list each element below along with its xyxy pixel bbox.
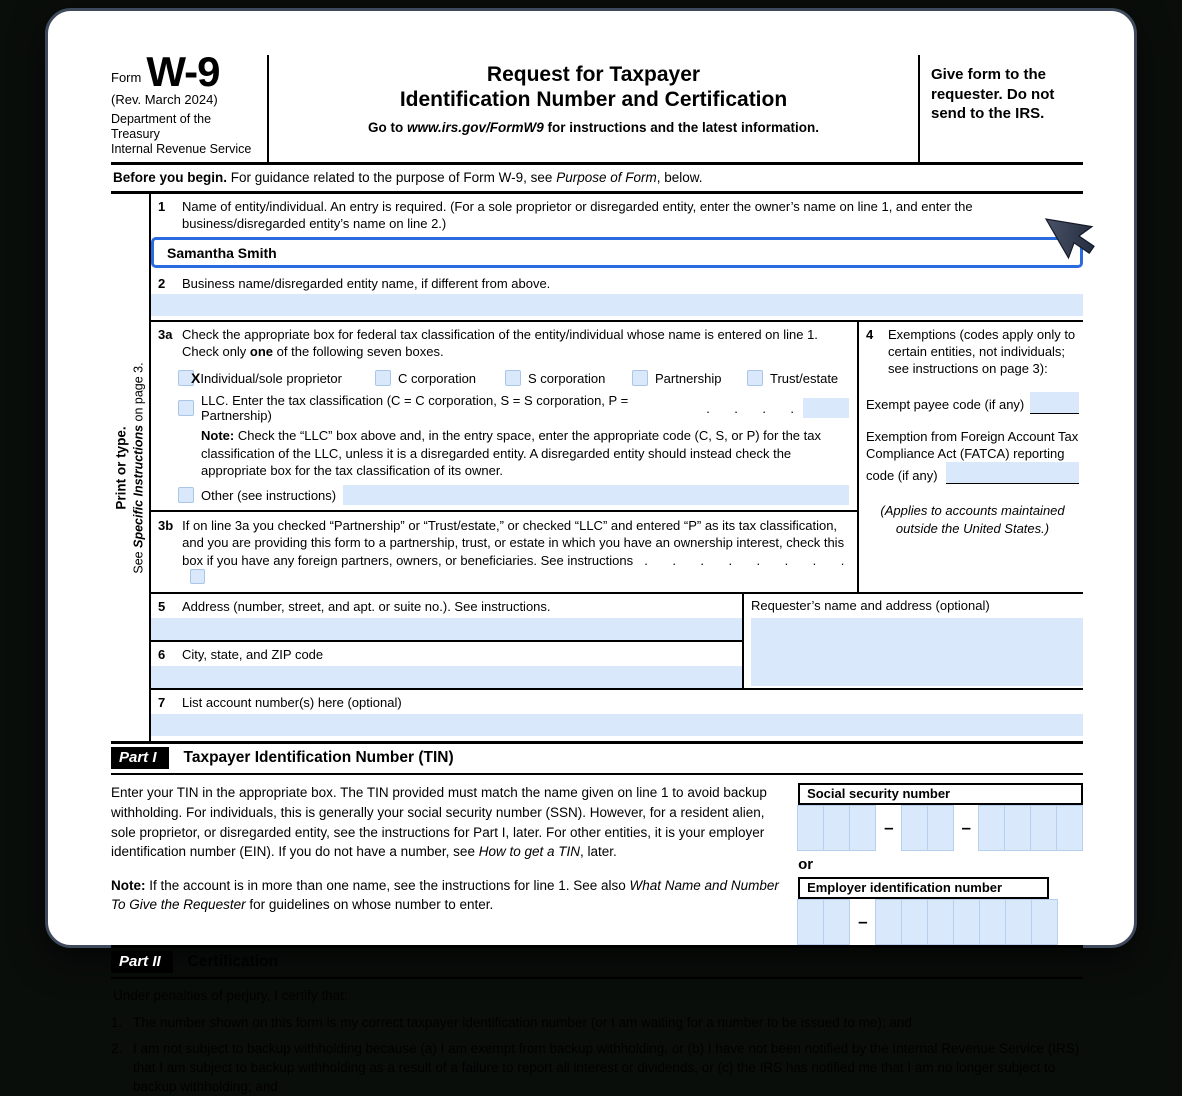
- fatca-label: Exemption from Foreign Account Tax Compliance Act (FATCA) reporting: [866, 428, 1079, 461]
- account-numbers-input[interactable]: [151, 714, 1083, 736]
- line4-column: [857, 322, 1083, 592]
- part1-header: [111, 741, 1083, 775]
- exempt-payee-label: Exempt payee code (if any): [866, 396, 1025, 412]
- before-you-begin: Before you begin. For guidance related to the purpose of Form W-9, see Purpose of Form, below.: [111, 165, 1083, 194]
- checkbox-other[interactable]: [178, 487, 194, 503]
- checkbox-s-corporation[interactable]: [505, 370, 521, 386]
- ssn-digit-cell[interactable]: [849, 805, 876, 851]
- ein-digit-cell[interactable]: [823, 899, 850, 945]
- other-label: Other (see instructions): [201, 487, 337, 503]
- form-title-block: [269, 55, 920, 162]
- checkbox-trust-estate-label: Trust/estate: [770, 370, 839, 386]
- or-label: or: [798, 856, 814, 874]
- certification-section: [111, 986, 1083, 1096]
- form-header: [111, 48, 1083, 165]
- give-form-note: Give form to the requester. Do not send to the IRS.: [931, 66, 1055, 122]
- fatca-block: [866, 429, 1079, 485]
- part1-badge: Part I: [111, 747, 169, 769]
- ein-input[interactable]: [798, 899, 1083, 945]
- ein-label: Employer identification number: [798, 877, 1049, 899]
- ein-digit-cell[interactable]: [1005, 899, 1032, 945]
- dept-treasury: Department of the Treasury: [111, 112, 212, 142]
- ssn-digit-cell[interactable]: [978, 805, 1005, 851]
- exempt-payee-code-input[interactable]: [1030, 392, 1079, 414]
- name-input[interactable]: Samantha Smith: [151, 237, 1083, 268]
- other-row: [178, 485, 849, 505]
- ssn-input[interactable]: [798, 805, 1083, 851]
- checkbox-llc[interactable]: [178, 400, 194, 416]
- w9-form: [111, 48, 1083, 1096]
- line2-row: [151, 271, 1083, 322]
- ein-digit-cell[interactable]: [927, 899, 954, 945]
- fatca-code-input[interactable]: [946, 462, 1079, 484]
- revision-date: (Rev. March 2024): [111, 92, 218, 108]
- ssn-digit-cell[interactable]: [1004, 805, 1031, 851]
- dept-irs: Internal Revenue Service: [111, 141, 252, 156]
- tin-instructions: Enter your TIN in the appropriate box. The TIN provided must match the name given on line 1 to avoid backup withholding. For individuals, this is generally your social security number (SSN). However, for a resident alien, sole proprietor, or disregarded entity, see the instructions for Part I, later. For other entities, it is your employer identification number (EIN). If you do not have a number, see How to get a TIN, later.: [111, 785, 767, 860]
- exempt-payee-row: [866, 392, 1079, 414]
- certification-item-2: 2. I am not subject to backup withholding because (a) I am exempt from backup withholding, or (b) I have not been notified by the Internal Revenue Service (IRS) that I am subject to backup withholding as a result of a failure to report all interest or dividends, or (c) the IRS has notified me that I am no longer subject to backup withholding; and: [111, 1040, 1080, 1095]
- line3a-section: [151, 322, 857, 512]
- ssn-digit-cell[interactable]: [927, 805, 954, 851]
- ein-digit-cell[interactable]: [797, 899, 824, 945]
- part2-header: [111, 945, 1083, 979]
- llc-note: Note: Check the “LLC” box above and, in the entry space, enter the appropriate code (C, S, or P) for the tax classification of the LLC, unless it is a disregarded entity. A disregarded entity should instead check the appropriate box for the tax classification of its owner.: [201, 428, 821, 479]
- w9-form-card: [45, 8, 1137, 1095]
- checkbox-partnership-label: Partnership: [655, 370, 722, 386]
- address-input[interactable]: [151, 618, 742, 640]
- business-name-input[interactable]: [151, 294, 1083, 316]
- form-word: Form: [111, 70, 142, 86]
- part2-title: Certification: [187, 953, 279, 971]
- form-id-block: [111, 48, 269, 162]
- ssn-dash: –: [884, 818, 894, 838]
- print-or-type-note: Print or type. See Specific Instructions on page 3.: [113, 361, 146, 574]
- line6-label: 6 City, state, and ZIP code: [158, 647, 324, 663]
- part1-title: Taxpayer Identification Number (TIN): [183, 749, 454, 767]
- part2-badge: Part II: [111, 951, 173, 973]
- line2-label: 2 Business name/disregarded entity name, if different from above.: [158, 276, 551, 291]
- line3b-section: 3b If on line 3a you checked “Partnership” or “Trust/estate,” or checked “LLC” and entered “P” as its tax classification, and you are providing this form to a partnership, trust, or estate in which you have an ownership interest, check this box if you have any foreign partners, owners, or beneficiaries. See instructions . . . . . . . .: [151, 512, 857, 592]
- print-or-type-margin: [111, 194, 151, 742]
- line6-row: [151, 642, 742, 688]
- llc-label: LLC. Enter the tax classification (C = C corporation, S = S corporation, P = Partnership): [201, 393, 629, 424]
- llc-dot-leader: . . . .: [706, 400, 796, 416]
- ssn-label: Social security number: [798, 783, 1083, 805]
- line7-label: 7 List account number(s) here (optional): [158, 695, 402, 711]
- line5-label: 5 Address (number, street, and apt. or suite no.). See instructions.: [158, 598, 551, 614]
- line7-row: [151, 690, 1083, 736]
- fatca-label-2: code (if any): [866, 467, 938, 483]
- certification-item-1: 1. The number shown on this form is my correct taxpayer identification number (or I am waiting for a number to be issued to me); and: [111, 1014, 912, 1030]
- other-input[interactable]: [343, 485, 849, 505]
- ein-digit-cell[interactable]: [875, 899, 902, 945]
- goto-instructions: Go to www.irs.gov/FormW9 for instructions and the latest information.: [367, 119, 820, 135]
- requester-label: Requester’s name and address (optional): [751, 597, 990, 613]
- irs-url: www.irs.gov/FormW9: [406, 119, 544, 135]
- form-title: Request for Taxpayer Identification Number and Certification: [399, 63, 788, 111]
- requester-input[interactable]: [751, 618, 1083, 686]
- line3a-label: 3a Check the appropriate box for federal tax classification of the entity/individual whose name is entered on line 1. Check only one of the following seven boxes.: [158, 327, 818, 360]
- ssn-digit-cell[interactable]: [823, 805, 850, 851]
- line1-label: 1 Name of entity/individual. An entry is required. (For a sole proprietor or disregarded entity, enter the owner’s name on line 1, and enter the business/disregarded entity’s name on line 2.): [158, 198, 973, 231]
- line3b-dot-leader: . . . . . . . .: [633, 552, 847, 568]
- ssn-digit-cell[interactable]: [901, 805, 928, 851]
- checkbox-c-corporation[interactable]: [375, 370, 391, 386]
- ein-digit-cell[interactable]: [979, 899, 1006, 945]
- ssn-dash: –: [961, 818, 971, 838]
- line5-row: [151, 594, 742, 642]
- checkbox-trust-estate[interactable]: [747, 370, 763, 386]
- ssn-digit-cell[interactable]: [1030, 805, 1057, 851]
- checkbox-individual-label: Individual/sole proprietor: [200, 370, 342, 386]
- ssn-digit-cell[interactable]: [797, 805, 824, 851]
- ein-dash: –: [858, 912, 868, 932]
- requester-column: [742, 594, 1083, 688]
- individual-check-mark: X: [191, 370, 201, 387]
- certification-intro: Under penalties of perjury, I certify that:: [113, 988, 348, 1004]
- ein-digit-cell[interactable]: [953, 899, 980, 945]
- tin-note: Note: If the account is in more than one name, see the instructions for line 1. See also What Name and Number To Give the Requester for guidelines on whose number to enter.: [111, 877, 779, 913]
- tax-classification-checkboxes: [178, 370, 857, 386]
- checkbox-s-corporation-label: S corporation: [528, 370, 606, 386]
- city-state-zip-input[interactable]: [151, 666, 742, 688]
- ein-digit-cell[interactable]: [1031, 899, 1058, 945]
- llc-row: [178, 393, 849, 423]
- ssn-digit-cell[interactable]: [1056, 805, 1083, 851]
- form-number: W-9: [146, 48, 220, 95]
- applies-note: (Applies to accounts maintained outside the United States.): [880, 503, 1065, 536]
- checkbox-foreign-partners[interactable]: [190, 569, 205, 584]
- llc-classification-input[interactable]: [803, 398, 849, 418]
- line4-label: 4 Exemptions (codes apply only to certain entities, not individuals; see instructions on page 3):: [866, 327, 1076, 377]
- line1-row: [151, 194, 1083, 268]
- ein-digit-cell[interactable]: [901, 899, 928, 945]
- checkbox-c-corporation-label: C corporation: [398, 370, 477, 386]
- checkbox-partnership[interactable]: [632, 370, 648, 386]
